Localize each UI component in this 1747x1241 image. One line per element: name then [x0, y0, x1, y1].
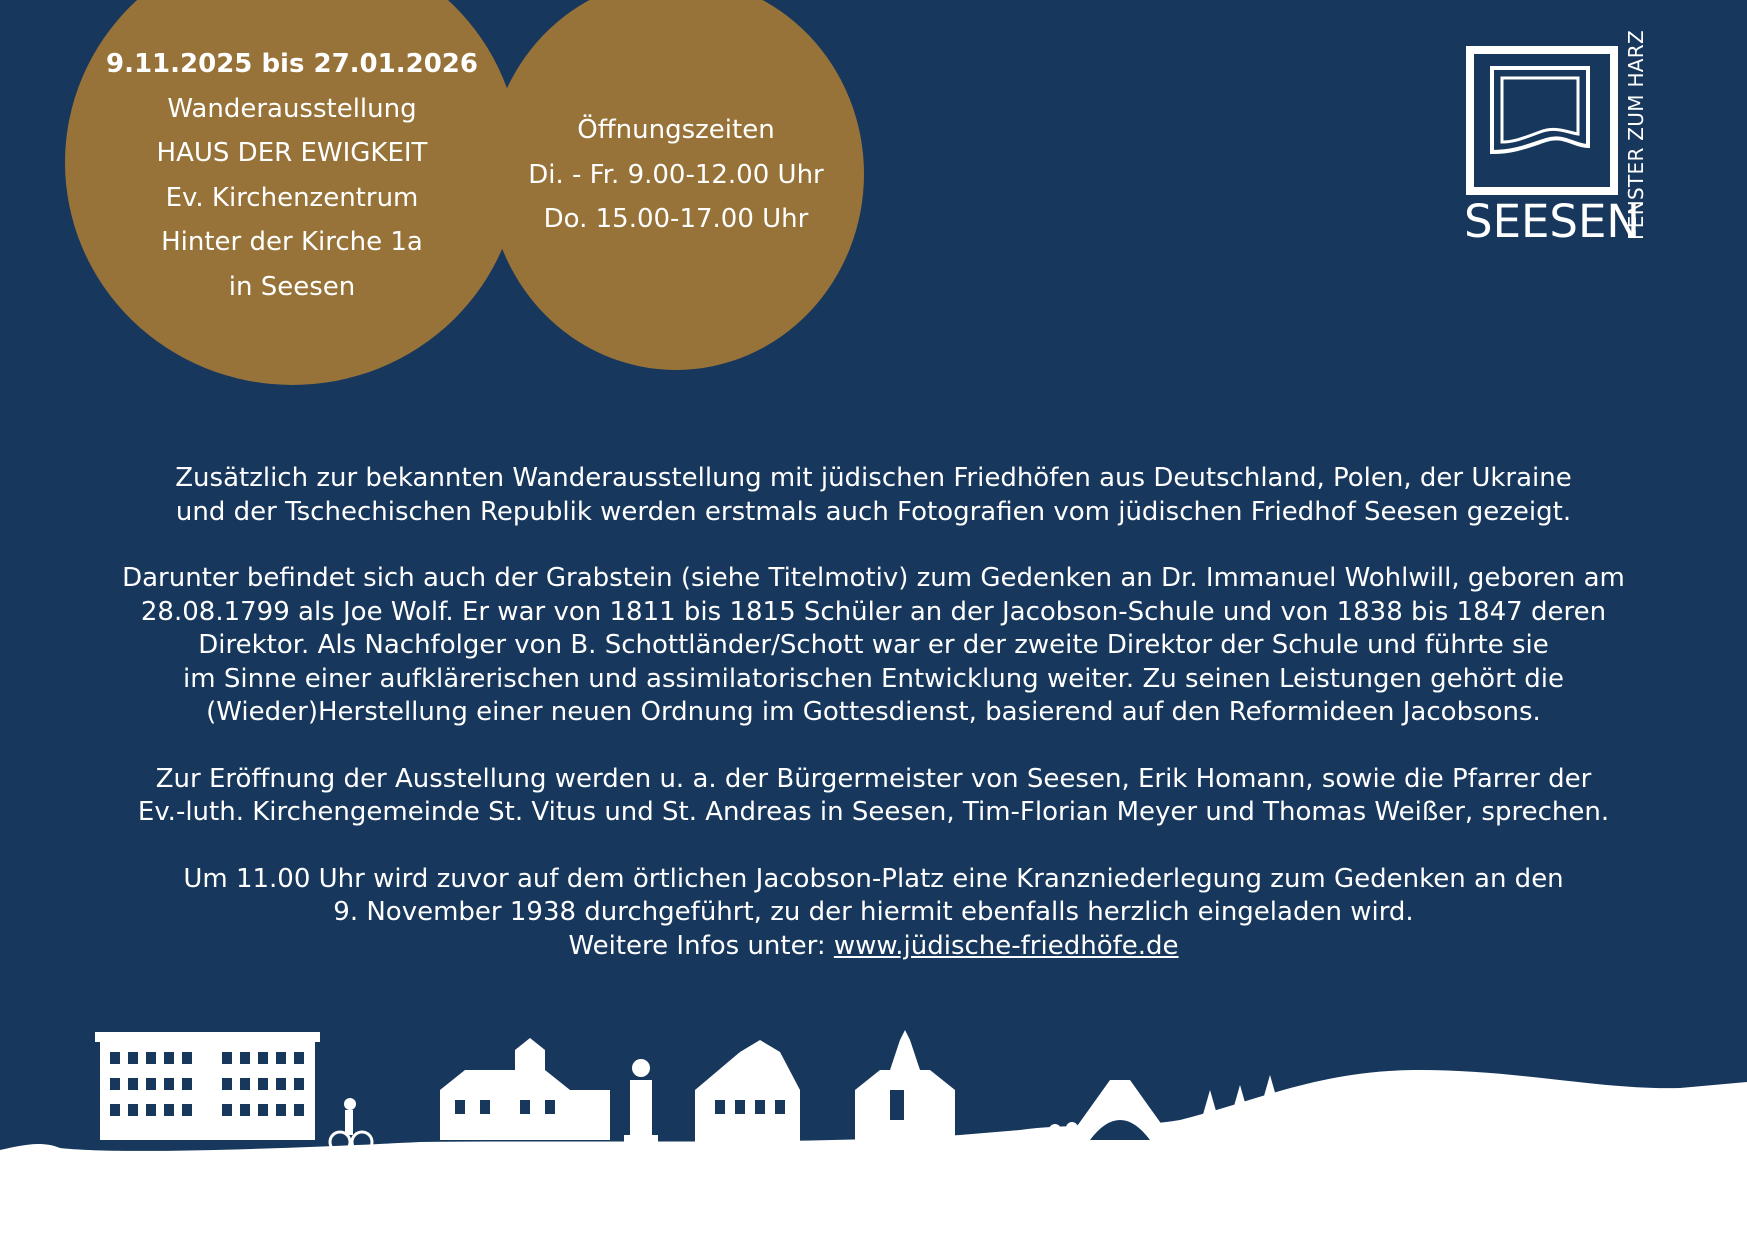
text-line: (Wieder)Herstellung einer neuen Ordnung im Gottesdienst, basierend auf den Reformideen Jacobsons.: [206, 697, 1541, 727]
logo-wordmark: SEESEN: [1464, 195, 1641, 248]
window-icon: [1484, 62, 1600, 172]
event-line: Hinter der Kirche 1a: [161, 227, 423, 257]
logo-tagline: FENSTER ZUM HARZ: [1624, 30, 1648, 240]
paragraph-wreath: [0, 863, 1747, 964]
event-line: Wanderausstellung: [167, 93, 417, 124]
cyclist-silhouette: [330, 1098, 372, 1152]
church-silhouette: [855, 1030, 955, 1142]
event-line: Ev. Kirchenzentrum: [165, 182, 419, 213]
opening-hours-line: Do. 15.00-17.00 Uhr: [543, 204, 809, 234]
website-link[interactable]: www.jüdische-friedhöfe.de: [833, 930, 1179, 961]
text-line: und der Tschechischen Republik werden erstmals auch Fotografien vom jüdischen Friedhof Seesen gezeigt.: [175, 496, 1572, 527]
townhall-silhouette: [440, 1038, 610, 1140]
event-dates: 9.11.2025 bis 27.01.2026: [106, 49, 478, 79]
paragraph-wohlwill: [0, 562, 1747, 730]
text-line: Um 11.00 Uhr wird zuvor auf dem örtlichen Jacobson-Platz eine Kranzniederlegung zum Gedenken an den: [183, 863, 1564, 894]
opening-hours-line: Di. - Fr. 9.00-12.00 Uhr: [528, 159, 824, 190]
text-line: Zusätzlich zur bekannten Wanderausstellung mit jüdischen Friedhöfen aus Deutschland, Polen, der Ukraine: [175, 463, 1572, 493]
event-info-circle: [65, 0, 520, 385]
opening-hours-title: Öffnungszeiten: [577, 115, 775, 145]
observatory-silhouette: [1049, 1080, 1180, 1156]
event-line: in Seesen: [228, 271, 356, 302]
text-line: Direktor. Als Nachfolger von B. Schottländer/Schott war er der zweite Direktor der Schule und führte sie: [198, 630, 1549, 660]
opening-hours-circle: [488, 0, 864, 370]
seesen-logo: [1464, 30, 1656, 248]
text-line: im Sinne einer aufklärerischen und assimilatorischen Entwicklung weiter. Zu seinen Leistungen gehört die: [183, 663, 1564, 694]
statue-silhouette: [624, 1059, 658, 1143]
text-line: 28.08.1799 als Joe Wolf. Er war von 1811 bis 1815 Schüler an der Jacobson-Schule und von 1838 bis 1847 deren: [140, 596, 1607, 627]
town-skyline-illustration: [0, 1030, 1747, 1241]
house-silhouette: [695, 1040, 800, 1142]
text-line: Darunter befindet sich auch der Grabstein (siehe Titelmotiv) zum Gedenken an Dr. Immanuel Wohlwill, geboren am: [122, 563, 1625, 593]
more-info-line: [0, 930, 1747, 964]
text-line: Zur Eröffnung der Ausstellung werden u. a. der Bürgermeister von Seesen, Erik Homann, sowie die Pfarrer der: [155, 763, 1592, 794]
event-line: HAUS DER EWIGKEIT: [156, 138, 428, 168]
text-line: 9. November 1938 durchgeführt, zu der hiermit ebenfalls herzlich eingeladen wird.: [333, 897, 1414, 927]
text-line: Ev.-luth. Kirchengemeinde St. Vitus und St. Andreas in Seesen, Tim-Florian Meyer und Thomas Weißer, sprechen.: [137, 797, 1610, 827]
paragraph-opening: [0, 763, 1747, 830]
description-text: [0, 462, 1747, 963]
more-info-label: Weitere Infos unter:: [568, 930, 834, 961]
paragraph-intro: [0, 462, 1747, 529]
